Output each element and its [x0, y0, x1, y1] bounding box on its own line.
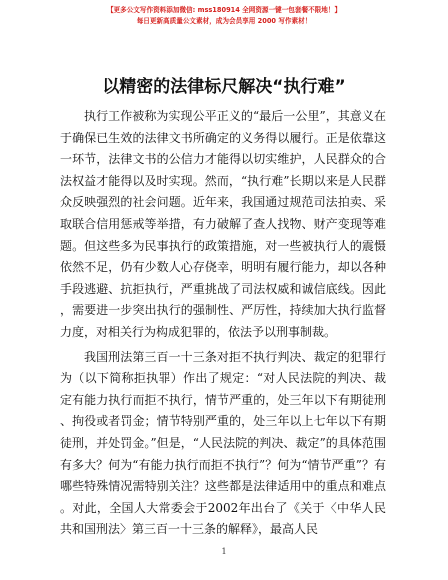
page-number: 1: [221, 547, 227, 556]
document-title: 以精密的法律标尺解决“执行难”: [102, 77, 346, 97]
document-body: [60, 106, 386, 541]
body-paragraph-2: 我国刑法第三百一十三条对拒不执行判决、裁定的犯罪行为（以下简称拒执罪）作出了规定：“对人民法院的判决、裁定有能力执行而拒不执行，情节严重的，处三年以下有期徒刑、拘役或者罚金；情节特别严重的，处三年以上七年以下有期徒刑，并处罚金。”但是，“人民法院的判决、裁定”的具体范围有多大？何为“有能力执行而拒不执行”？何为“情节严重”？有哪些特殊情况需特别关注？这些都是法律适用中的重点和难点。对此，全国人大常委会于2002年出台了《关于〈中华人民共和国刑法〉第三百一十三条的解释》，最高人民: [60, 349, 386, 537]
body-paragraph-1: 执行工作被称为实现公平正义的“最后一公里”，其意义在于确保已生效的法律文书所确定的义务得以履行。正是依靠这一环节，法律文书的公信力才能得以切实维护，人民群众的合法权益才能得以及时实现。然而，“执行难”长期以来是人民群众反映强烈的社会问题。近年来，我国通过规范司法拍卖、采取联合信用惩戒等举措，有力破解了查人找物、财产变现等难题。但这些多为民事执行的政策措施，对一些被执行人的震慑依然不足，仍有少数人心存侥幸，明明有履行能力，却以各种手段逃避、抗拒执行，严重挑战了司法权威和诚信底线。因此，需要进一步突出执行的强制性、严厉性，持续加大执行监督力度，对相关行为构成犯罪的，依法予以刑事制裁。: [60, 109, 386, 339]
promo-banner-line-2: 每日更新高质量公文素材，成为会员享用 2000 写作素材！: [136, 17, 312, 25]
promo-banner-line-1: 【更多公文写作资料添加微信: mss180914 全网资源一键一包套餐不限地！】: [106, 6, 342, 14]
promo-banner: [0, 5, 448, 27]
